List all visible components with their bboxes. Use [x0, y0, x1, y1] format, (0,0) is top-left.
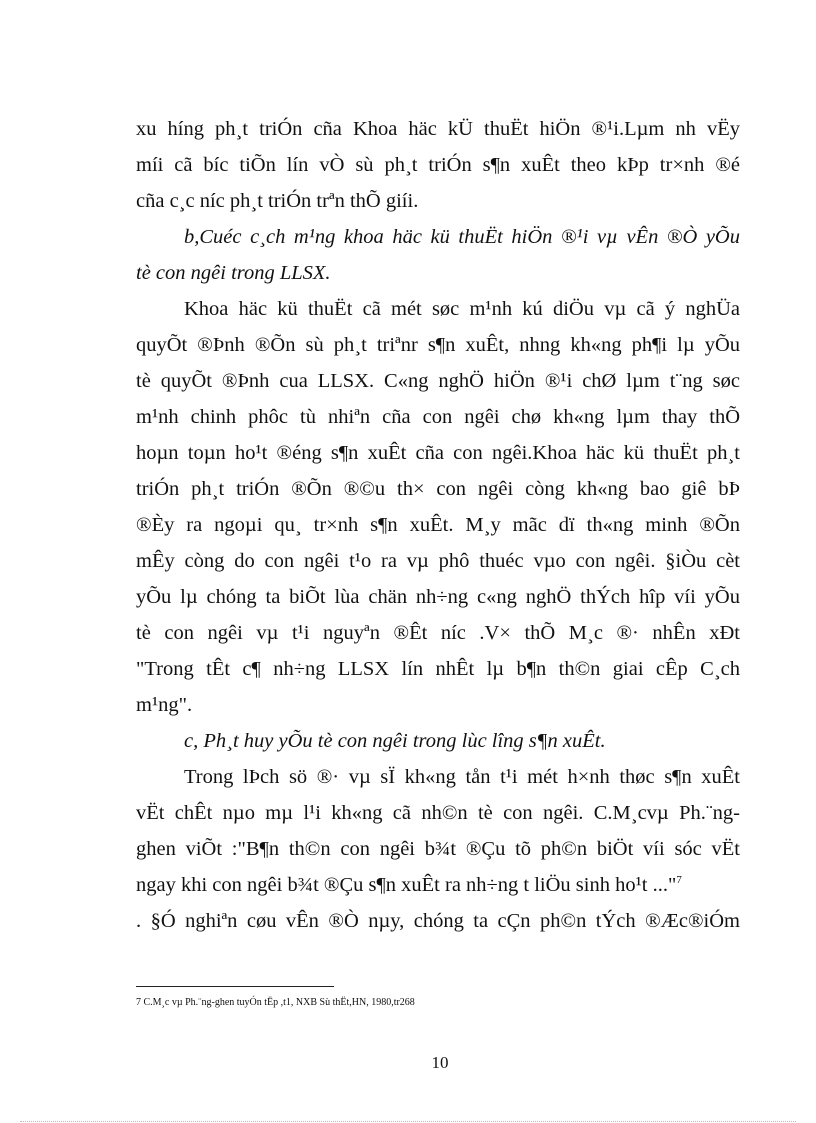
- section-heading: b,Cuéc c¸ch m¹ng khoa häc kü thuËt hiÖn ®¹i vµ vÊn ®Ò yÕu: [184, 226, 740, 248]
- body-line: xu híng ph¸t triÓn cña Khoa häc kÜ thuËt hiÖn ®¹i.Lµm nh vËy: [136, 118, 740, 140]
- body-line: yÕu lµ chóng ta biÕt lùa chän nh÷ng c«ng nghÖ thÝch hîp víi yÕu: [136, 586, 740, 608]
- body-line: m¹ng".: [136, 694, 193, 716]
- body-line-text: ngay khi con ngêi b¾t ®Çu s¶n xuÊt ra nh÷ng t liÖu sinh ho¹t ...": [136, 874, 677, 896]
- footnote-separator: [136, 986, 334, 987]
- body-line: cña c¸c níc ph¸t triÓn trªn thÕ giíi.: [136, 190, 419, 212]
- body-line: ®Èy ra ngoµi qu¸ tr×nh s¶n xuÊt. M¸y mãc dï th«ng minh ®Õn: [136, 514, 740, 536]
- body-line: míi cã bíc tiÕn lín vÒ sù ph¸t triÓn s¶n xuÊt theo kÞp tr×nh ®é: [136, 154, 740, 176]
- body-line: [136, 873, 740, 897]
- body-line: Khoa häc kü thuËt cã mét søc m¹nh kú diÖu vµ cã ý nghÜa: [184, 298, 740, 320]
- body-line: quyÕt ®Þnh ®Õn sù ph¸t triªnr s¶n xuÊt, nhng kh«ng ph¶i lµ yÕu: [136, 334, 740, 356]
- body-line: tè con ngêi vµ t¹i nguyªn ®Êt níc .V× thÕ M¸c ®· nhÊn xÐt: [136, 622, 740, 644]
- body-line: ghen viÕt :"B¶n th©n con ngêi b¾t ®Çu tõ ph©n biÖt víi sóc vËt: [136, 838, 740, 860]
- body-line: tè quyÕt ®Þnh cua LLSX. C«ng nghÖ hiÖn ®¹i chØ lµm t¨ng søc: [136, 370, 740, 392]
- section-heading: c, Ph¸t huy yÕu tè con ngêi trong lùc lîng s¶n xuÊt.: [184, 730, 606, 752]
- body-line: "Trong tÊt c¶ nh÷ng LLSX lín nhÊt lµ b¶n th©n giai cÊp C¸ch: [136, 658, 740, 680]
- body-line: mÊy còng do con ngêi t¹o ra vµ phô thuéc vµo con ngêi. §iÒu cèt: [136, 550, 740, 572]
- section-heading: tè con ngêi trong LLSX.: [136, 262, 331, 284]
- body-line: Trong lÞch sö ®· vµ sÏ kh«ng tån t¹i mét h×nh thøc s¶n xuÊt: [184, 766, 740, 788]
- footnote: 7 C.M¸c vµ Ph.¨ng-ghen tuyÓn tËp ,t1, NXB Sù thËt,HN, 1980,tr268: [136, 997, 415, 1008]
- body-line: hoµn toµn ho¹t ®éng s¶n xuÊt cña con ngêi.Khoa häc kü thuËt ph¸t: [136, 442, 740, 464]
- page-number: 10: [431, 1053, 449, 1072]
- body-line: triÓn ph¸t triÓn ®Õn ®©u th× con ngêi còng kh«ng bao giê bÞ: [136, 478, 740, 500]
- body-line: m¹nh chinh phôc tù nhiªn cña con ngêi chø kh«ng lµm thay thÕ: [136, 406, 740, 428]
- page-bottom-border: [20, 1121, 796, 1122]
- body-line: . §Ó nghiªn cøu vÊn ®Ò nµy, chóng ta cÇn ph©n tÝch ®Æc®iÓm: [136, 910, 740, 932]
- footnote-marker: 7: [676, 874, 682, 887]
- body-line: vËt chÊt nµo mµ l¹i kh«ng cã nh©n tè con ngêi. C.M¸cvµ Ph.¨ng-: [136, 802, 740, 824]
